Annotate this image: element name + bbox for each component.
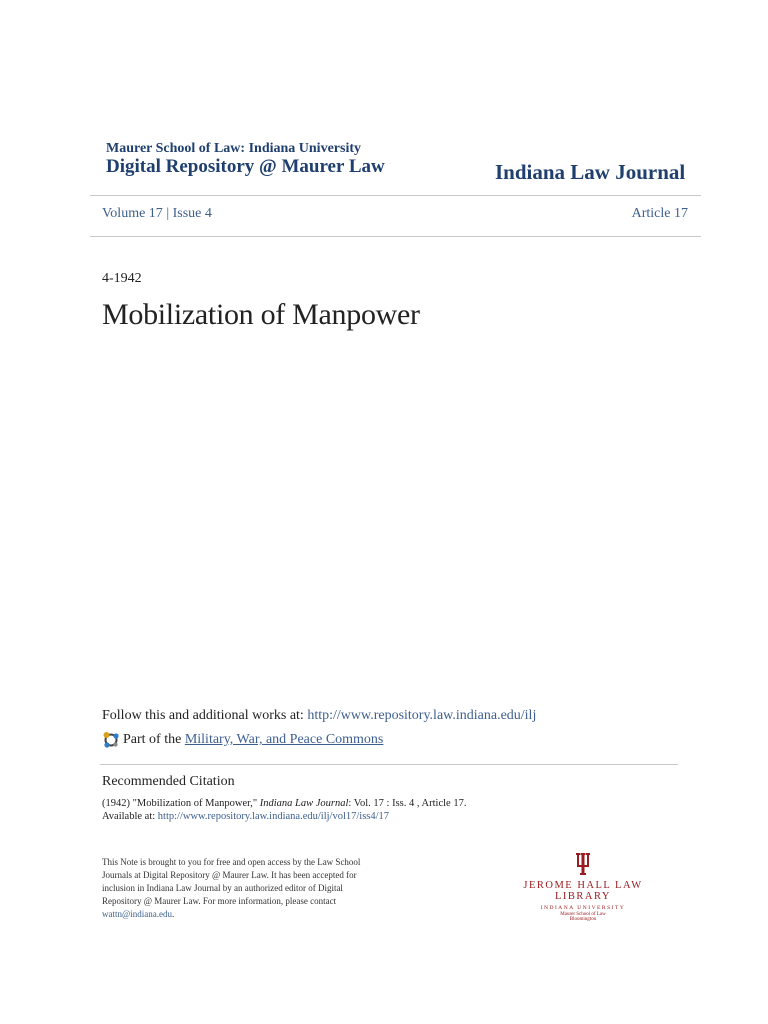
iu-trident-icon — [574, 852, 592, 876]
article-title: Mobilization of Manpower — [102, 298, 420, 331]
follow-label: Follow this and additional works at: — [102, 708, 308, 723]
library-logo — [498, 852, 668, 922]
citation-divider — [100, 764, 678, 765]
volume-issue-separator: | — [162, 206, 173, 221]
follow-line — [102, 708, 536, 724]
note-text: This Note is brought to you for free and open access by the Law School Journals at Digital Repository @ Maurer Law. It has been accepted for inclusion in Indiana Law Journal by an authorized editor of Digital Repository @ Maurer Law. For more information, please contact — [102, 857, 361, 906]
part-of-label: Part of the — [123, 732, 185, 747]
publication-date: 4-1942 — [102, 271, 142, 286]
city-name: Bloomington — [569, 917, 597, 922]
commons-network-icon — [102, 731, 120, 749]
repository-name[interactable]: Digital Repository @ Maurer Law — [106, 156, 385, 177]
citation-end: : Vol. 17 : Iss. 4 , Article 17. — [348, 798, 467, 809]
citation-line — [102, 797, 466, 810]
available-line — [102, 810, 466, 823]
citation-journal: Indiana Law Journal — [259, 798, 349, 809]
article-link[interactable]: Article 17 — [631, 206, 688, 221]
commons-link[interactable]: Military, War, and Peace Commons — [184, 732, 384, 747]
note-end: . — [172, 909, 175, 919]
volume-issue-line — [102, 206, 212, 222]
volume-link[interactable]: Volume 17 — [102, 206, 163, 221]
header-divider — [90, 195, 701, 196]
university-name: INDIANA UNIVERSITY — [540, 905, 626, 911]
school-name: Maurer School of Law — [560, 912, 606, 917]
recommended-citation-heading: Recommended Citation — [102, 774, 235, 789]
repository-url-link[interactable]: http://www.repository.law.indiana.edu/ilj — [307, 708, 537, 723]
institution-name: Maurer School of Law: Indiana University — [106, 141, 361, 156]
citation-start: (1942) "Mobilization of Manpower," — [102, 798, 260, 809]
issue-link[interactable]: Issue 4 — [172, 206, 212, 221]
journal-name[interactable]: Indiana Law Journal — [495, 160, 686, 184]
library-name: JEROME HALL LAW LIBRARY — [523, 880, 643, 902]
issue-divider — [90, 236, 701, 237]
contact-email-link[interactable]: wattn@indiana.edu — [102, 909, 173, 919]
citation-text — [102, 797, 466, 823]
access-note — [102, 856, 382, 921]
citation-url-link[interactable]: http://www.repository.law.indiana.edu/ilj/vol17/iss4/17 — [157, 811, 390, 822]
part-of-line — [102, 731, 383, 749]
available-label: Available at: — [102, 811, 158, 822]
